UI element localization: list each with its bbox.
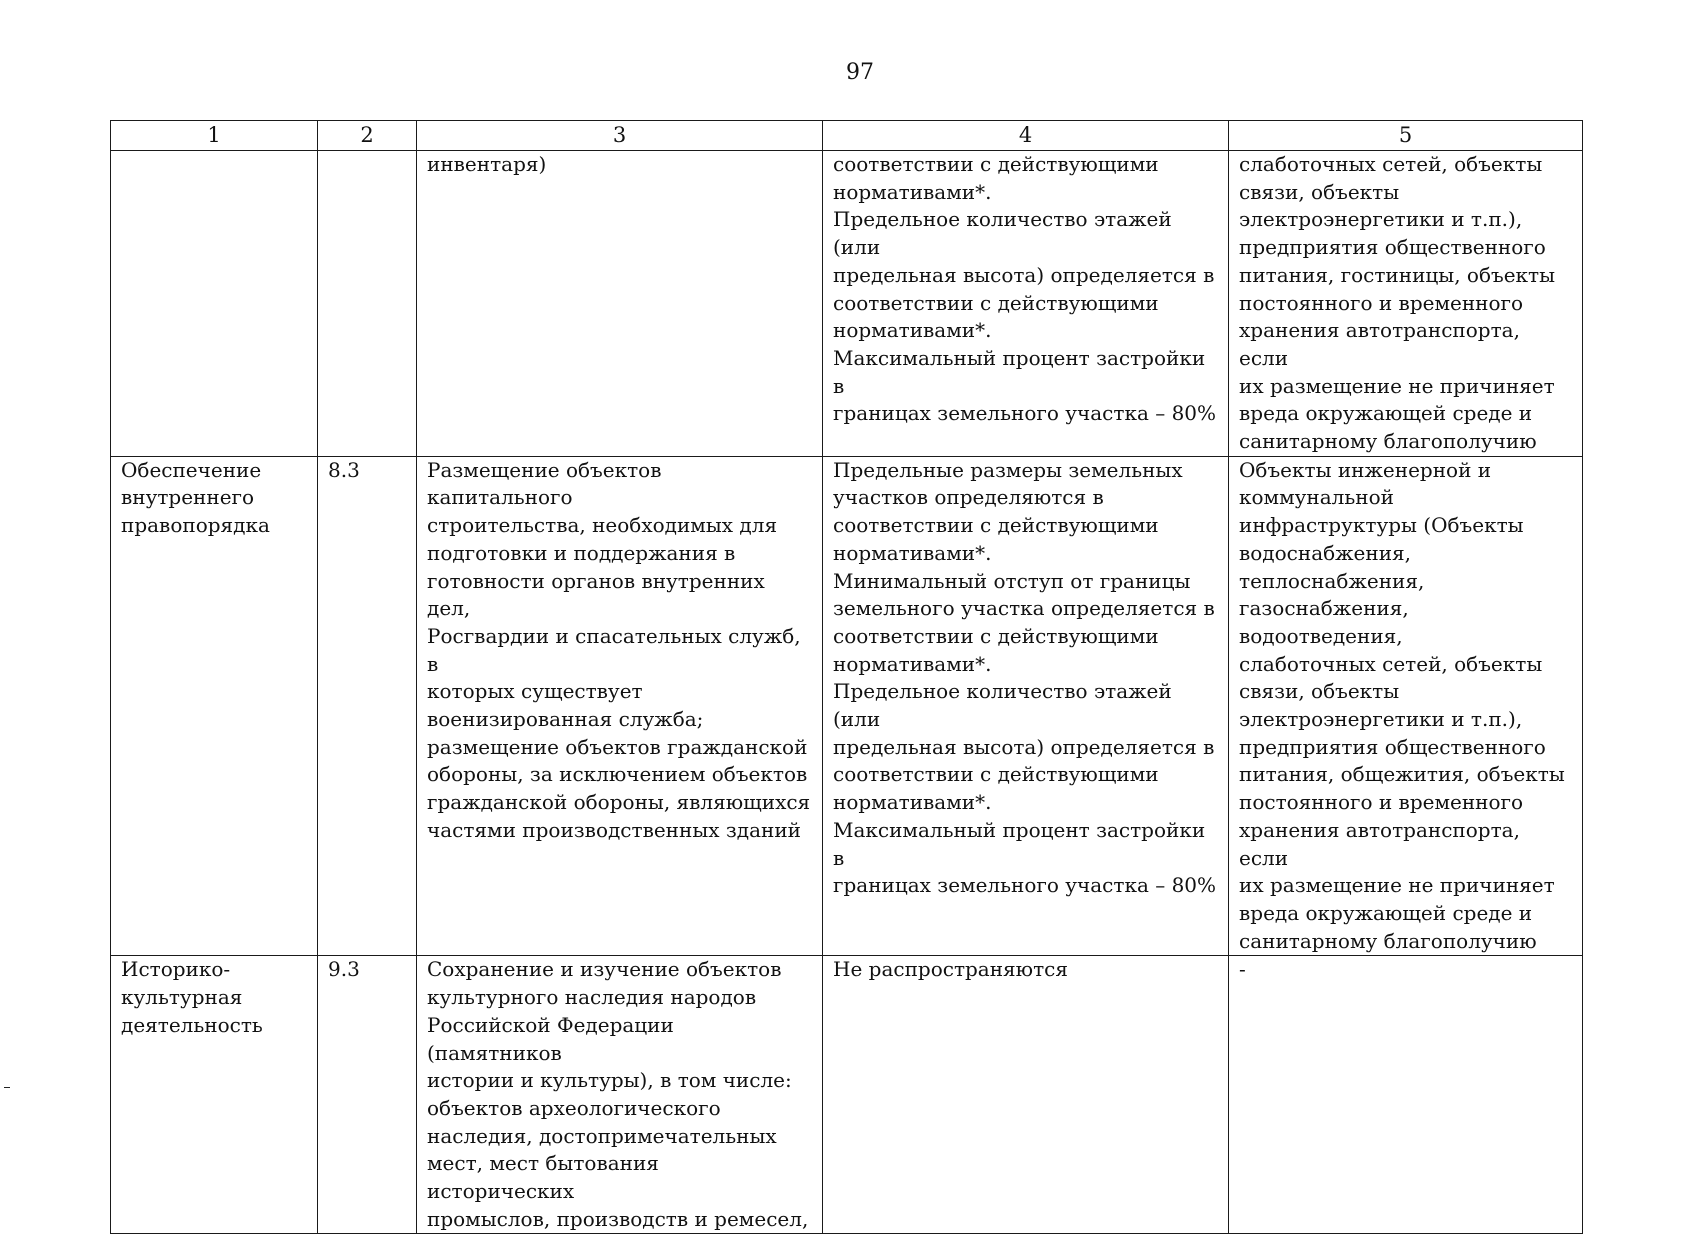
use-name-text: Историко- культурная деятельность bbox=[121, 957, 263, 1037]
margin-mark bbox=[4, 1087, 10, 1088]
use-code-text: 9.3 bbox=[328, 957, 360, 982]
use-name-cell bbox=[111, 956, 318, 1234]
use-code-cell bbox=[318, 456, 417, 956]
use-code-cell bbox=[318, 151, 417, 457]
use-name-text: Обеспечение внутреннего правопорядка bbox=[121, 457, 270, 538]
parameters-text: Не распространяются bbox=[833, 957, 1068, 982]
regulations-table bbox=[110, 120, 1583, 1234]
auxiliary-uses-text: Объекты инженерной и коммунальной инфраструктуры (Объекты водоснабжения, теплоснабжения, газоснабжения, водоотведения, слаботочных сетей, объекты связи, объекты электроэнергетики и т.п.), предприятия общественного питания, общежития, объекты постоянного и временного хранения автотранспорта, если их размещение не причиняет вреда окружающей среде и санитарному благополучию bbox=[1239, 457, 1565, 953]
table-row bbox=[111, 151, 1583, 457]
auxiliary-uses-text: слаботочных сетей, объекты связи, объекты электроэнергетики и т.п.), предприятия общественного питания, гостиницы, объекты постоянного и временного хранения автотранспорта, если их размещение не причиняет вреда окружающей среде и санитарному благополучию bbox=[1239, 152, 1556, 454]
column-header-5: 5 bbox=[1229, 121, 1583, 151]
use-code-text: 8.3 bbox=[328, 457, 360, 482]
column-header-2: 2 bbox=[318, 121, 417, 151]
use-name-cell bbox=[111, 151, 318, 457]
parameters-cell bbox=[823, 456, 1229, 956]
description-text: Размещение объектов капитального строительства, необходимых для подготовки и поддержания в готовности органов внутренних дел, Росгвардии и спасательных служб, в которых существует военизированная служба; размещение объектов гражданской обороны, за исключением объектов гражданской обороны, являющихся частями производственных зданий bbox=[427, 457, 811, 842]
description-text: инвентаря) bbox=[427, 152, 547, 176]
table-header-row bbox=[111, 121, 1583, 151]
parameters-cell bbox=[823, 956, 1229, 1234]
description-cell bbox=[417, 456, 823, 956]
auxiliary-uses-text: - bbox=[1239, 957, 1246, 982]
column-header-4: 4 bbox=[823, 121, 1229, 151]
table-row bbox=[111, 956, 1583, 1234]
column-header-1: 1 bbox=[111, 121, 318, 151]
use-code-cell bbox=[318, 956, 417, 1234]
column-header-3: 3 bbox=[417, 121, 823, 151]
description-cell bbox=[417, 956, 823, 1234]
parameters-text: Предельные размеры земельных участков определяются в соответствии с действующими нормативами*. Минимальный отступ от границы земельного участка определяется в соответствии с действующими нормативами*. Предельное количество этажей (или предельная высота) определяется в соответствии с действующими нормативами*. Максимальный процент застройки в границах земельного участка – 80% bbox=[833, 457, 1217, 898]
auxiliary-uses-cell bbox=[1229, 151, 1583, 457]
parameters-cell bbox=[823, 151, 1229, 457]
auxiliary-uses-cell bbox=[1229, 956, 1583, 1234]
use-name-cell bbox=[111, 456, 318, 956]
parameters-text: соответствии с действующими нормативами*. Предельное количество этажей (или предельная высота) определяется в соответствии с действующими нормативами*. Максимальный процент застройки в границах земельного участка – 80% bbox=[833, 152, 1217, 426]
page-number: 97 bbox=[846, 60, 874, 85]
table-row bbox=[111, 456, 1583, 956]
description-text: Сохранение и изучение объектов культурного наследия народов Российской Федерации (памятников истории и культуры), в том числе: объектов археологического наследия, достопримечательных мест, мест бытования исторических промыслов, производств и ремесел, bbox=[427, 957, 809, 1231]
description-cell bbox=[417, 151, 823, 457]
auxiliary-uses-cell bbox=[1229, 456, 1583, 956]
